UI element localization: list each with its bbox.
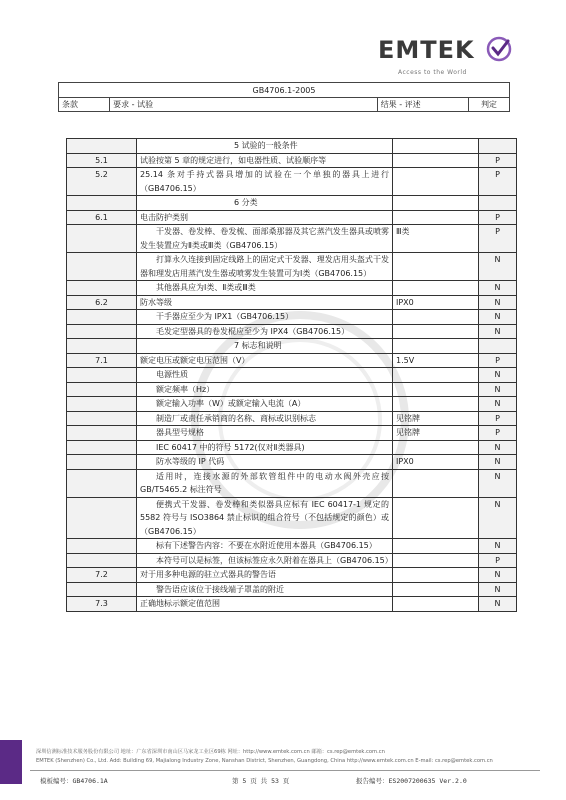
- table-row: [67, 153, 517, 168]
- clause-cell: [67, 310, 137, 325]
- requirement-cell: 电击防护类别: [137, 210, 393, 225]
- footer-address-en: EMTEK (Shenzhen) Co., Ltd. Add: Building 69, Majialong Industry Zone, Nanshan District, Shenzhen, Guangdong, China http://www.emtek.com.cn E-mail: cs.rep@emtek.com.cn: [36, 758, 493, 764]
- clause-cell: 6.2: [67, 295, 137, 310]
- standard-number: GB4706.1-2005: [59, 83, 510, 98]
- result-cell: Ⅲ类: [393, 225, 479, 253]
- table-row: [67, 497, 517, 539]
- requirement-cell: 试验按第 5 章的规定进行，如电器性质、试验顺序等: [137, 153, 393, 168]
- requirement-cell: 额定频率（Hz）: [137, 382, 393, 397]
- table-row: [67, 382, 517, 397]
- table-row: [67, 353, 517, 368]
- section-heading-row: [67, 139, 517, 154]
- clause-cell: [67, 139, 137, 154]
- table-row: [67, 539, 517, 554]
- result-cell: [393, 539, 479, 554]
- requirement-cell: 干发器、卷发棒、卷发梳、面部桑那器及其它蒸汽发生器具或喷雾发生装置应为Ⅱ类或Ⅲ类（GB4706.15）: [137, 225, 393, 253]
- result-cell: [393, 153, 479, 168]
- table-row: [67, 324, 517, 339]
- footer-address-cn: 深圳信测标准技术服务股份有限公司 地址：广东省深圳市南山区马家龙工业区69栋 网址：http://www.emtek.com.cn 邮箱：cs.rep@emtek.com.cn: [36, 749, 385, 755]
- logo-tagline: Access to the World: [398, 69, 467, 76]
- verdict-cell: P: [479, 153, 517, 168]
- result-cell: [393, 368, 479, 383]
- table-row: [67, 455, 517, 470]
- verdict-cell: P: [479, 168, 517, 196]
- verdict-cell: N: [479, 469, 517, 497]
- report-header-table: [58, 82, 510, 112]
- result-cell: 1.5V: [393, 353, 479, 368]
- table-row: [67, 281, 517, 296]
- clause-cell: [67, 553, 137, 568]
- requirement-cell: 器具型号规格: [137, 426, 393, 441]
- clause-cell: [67, 497, 137, 539]
- verdict-cell: N: [479, 382, 517, 397]
- verdict-cell: P: [479, 210, 517, 225]
- requirement-cell: 防水等级: [137, 295, 393, 310]
- table-row: [67, 469, 517, 497]
- result-cell: IPX0: [393, 455, 479, 470]
- logo-text: EMTEK: [378, 36, 475, 64]
- verdict-cell: N: [479, 597, 517, 612]
- result-cell: [393, 597, 479, 612]
- verdict-cell: N: [479, 324, 517, 339]
- result-cell: [393, 497, 479, 539]
- requirement-cell: 额定电压或额定电压范围（V）: [137, 353, 393, 368]
- clause-cell: [67, 411, 137, 426]
- result-cell: [393, 281, 479, 296]
- result-cell: [393, 139, 479, 154]
- clause-cell: 7.3: [67, 597, 137, 612]
- verdict-cell: P: [479, 225, 517, 253]
- requirement-cell: 电源性质: [137, 368, 393, 383]
- table-row: [67, 295, 517, 310]
- verdict-cell: P: [479, 426, 517, 441]
- clause-cell: [67, 368, 137, 383]
- verdict-cell: [479, 339, 517, 354]
- col-requirement-header: 要求 - 试验: [110, 98, 378, 112]
- requirement-cell: 5 试验的一般条件: [137, 139, 393, 154]
- section-heading-row: [67, 196, 517, 211]
- verdict-cell: P: [479, 411, 517, 426]
- result-cell: 见铭牌: [393, 426, 479, 441]
- clause-cell: [67, 426, 137, 441]
- clause-cell: [67, 339, 137, 354]
- table-row: [67, 411, 517, 426]
- footer-divider: [30, 770, 540, 771]
- result-cell: [393, 553, 479, 568]
- result-cell: [393, 310, 479, 325]
- result-cell: [393, 168, 479, 196]
- emtek-logo: [378, 32, 512, 72]
- requirement-cell: 防水等级的 IP 代码: [137, 455, 393, 470]
- requirement-cell: 制造厂或责任承销商的名称、商标或识别标志: [137, 411, 393, 426]
- table-row: [67, 368, 517, 383]
- verdict-cell: [479, 139, 517, 154]
- test-clauses-table: [66, 138, 517, 612]
- verdict-cell: N: [479, 253, 517, 281]
- logo-checkmark-icon: [486, 36, 512, 62]
- clause-cell: [67, 196, 137, 211]
- verdict-cell: N: [479, 539, 517, 554]
- table-row: [67, 597, 517, 612]
- clause-cell: [67, 324, 137, 339]
- clause-cell: 5.2: [67, 168, 137, 196]
- requirement-cell: 25.14 条对手持式器具增加的试验在一个单独的器具上进行（GB4706.15）: [137, 168, 393, 196]
- verdict-cell: [479, 196, 517, 211]
- requirement-cell: 本符号可以是标签，但该标签应永久附着在器具上（GB4706.15）: [137, 553, 393, 568]
- requirement-cell: 便携式干发器、卷发棒和类似器具应标有 IEC 60417-1 规定的 5582 符号与 ISO3864 禁止标识的组合符号（不包括规定的颜色）或（GB4706.15）: [137, 497, 393, 539]
- verdict-cell: N: [479, 497, 517, 539]
- table-row: [67, 397, 517, 412]
- verdict-cell: P: [479, 553, 517, 568]
- requirement-cell: 其他器具应为Ⅰ类、Ⅱ类或Ⅲ类: [137, 281, 393, 296]
- result-cell: [393, 324, 479, 339]
- verdict-cell: P: [479, 353, 517, 368]
- requirement-cell: 干手器应至少为 IPX1（GB4706.15）: [137, 310, 393, 325]
- verdict-cell: N: [479, 281, 517, 296]
- requirement-cell: 对于用多种电源的驻立式器具的警告语: [137, 568, 393, 583]
- verdict-cell: N: [479, 455, 517, 470]
- result-cell: 见铭牌: [393, 411, 479, 426]
- clause-cell: [67, 397, 137, 412]
- requirement-cell: 标有下述警告内容：不要在水附近使用本器具（GB4706.15）: [137, 539, 393, 554]
- clause-cell: [67, 582, 137, 597]
- clause-cell: [67, 440, 137, 455]
- table-row: [67, 553, 517, 568]
- requirement-cell: IEC 60417 中的符号 5172(仅对Ⅱ类器具): [137, 440, 393, 455]
- table-row: [67, 582, 517, 597]
- clause-cell: [67, 225, 137, 253]
- table-row: [67, 253, 517, 281]
- verdict-cell: N: [479, 568, 517, 583]
- requirement-cell: 6 分类: [137, 196, 393, 211]
- requirement-cell: 7 标志和说明: [137, 339, 393, 354]
- table-row: [67, 310, 517, 325]
- verdict-cell: N: [479, 582, 517, 597]
- result-cell: IPX0: [393, 295, 479, 310]
- table-row: [67, 440, 517, 455]
- result-cell: [393, 382, 479, 397]
- report-number: 报告编号：ES2007200635 Ver.2.0: [356, 777, 467, 785]
- requirement-cell: 正确地标示额定值范围: [137, 597, 393, 612]
- result-cell: [393, 469, 479, 497]
- result-cell: [393, 210, 479, 225]
- verdict-cell: N: [479, 295, 517, 310]
- verdict-cell: N: [479, 397, 517, 412]
- footer-accent-bar: [0, 740, 22, 784]
- table-row: [67, 168, 517, 196]
- clause-cell: 7.2: [67, 568, 137, 583]
- requirement-cell: 适用时，连接水源的外部软管组件中的电动水阀外壳应按 GB/T5465.2 标注符号: [137, 469, 393, 497]
- result-cell: [393, 339, 479, 354]
- requirement-cell: 额定输入功率（W）或额定输入电流（A）: [137, 397, 393, 412]
- table-row: [67, 225, 517, 253]
- result-cell: [393, 568, 479, 583]
- result-cell: [393, 440, 479, 455]
- col-clause-header: 条款: [59, 98, 110, 112]
- clause-cell: [67, 469, 137, 497]
- result-cell: [393, 196, 479, 211]
- col-result-header: 结果 - 评述: [377, 98, 468, 112]
- table-row: [67, 210, 517, 225]
- verdict-cell: N: [479, 368, 517, 383]
- clause-cell: 6.1: [67, 210, 137, 225]
- template-number: 模板编号：GB4706.1A: [40, 777, 108, 785]
- requirement-cell: 打算永久连接到固定线路上的固定式干发器、理发店用头盔式干发器和理发店用蒸汽发生器或喷雾发生装置可为Ⅰ类（GB4706.15）: [137, 253, 393, 281]
- clause-cell: [67, 253, 137, 281]
- clause-cell: [67, 539, 137, 554]
- verdict-cell: N: [479, 310, 517, 325]
- page-number: 第 5 页 共 53 页: [232, 777, 290, 785]
- table-row: [67, 426, 517, 441]
- clause-cell: 5.1: [67, 153, 137, 168]
- requirement-cell: 警告语应该位于接线端子罩盖的附近: [137, 582, 393, 597]
- verdict-cell: N: [479, 440, 517, 455]
- table-row: [67, 568, 517, 583]
- section-heading-row: [67, 339, 517, 354]
- col-verdict-header: 判定: [468, 98, 509, 112]
- clause-cell: [67, 281, 137, 296]
- requirement-cell: 毛发定型器具的卷发棍应至少为 IPX4（GB4706.15）: [137, 324, 393, 339]
- result-cell: [393, 582, 479, 597]
- clause-cell: [67, 382, 137, 397]
- clause-cell: [67, 455, 137, 470]
- clause-cell: 7.1: [67, 353, 137, 368]
- result-cell: [393, 253, 479, 281]
- result-cell: [393, 397, 479, 412]
